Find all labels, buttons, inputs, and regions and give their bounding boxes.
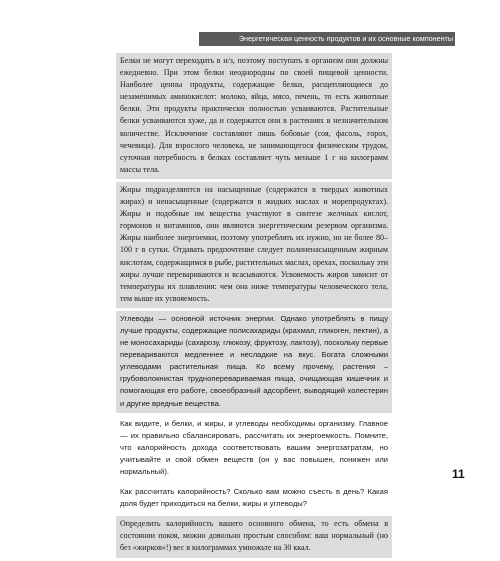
paragraph-calorie-method [116,516,392,557]
paragraph-text: Белки не могут переходить в н/з, поэтому поступать в организм они должны ежедневно. При этом белки неоднородны по своей пищевой ценности. Наиболее ценны продукты, содержащие белки, расщепляющиеся до незаменимых аминокислот: молоко, яйца, мясо, печень, то есть животные белки. Эти продукты практически полностью усваиваются. Растительные белки усваиваются хуже, да и содержатся они в растениях в незначительном количестве. Исключение составляют лишь бобовые (соя, фасоль, горох, чечевица). Для взрослого человека, не занимающегося физическим трудом, суточная потребность в белках составляет чуть меньше 1 г на килограмм массы тела. [120,56,388,174]
paragraph-text: Определить калорийность вашего основного обмена, то есть обмена в состоянии покоя, можно довольно простым способом: ваш нормальный (но без «жирков»!) вес в килограммах умножьте на 30 ккал. [120,519,388,553]
paragraph-text: Как видите, и белки, и жиры, и углеводы необходимы организму. Главное — их правильно сбалансировать, рассчитать их энергоемкость. Помните, что калорийность дохода соответствовать вашим энергозатратам, но учитывайте и свой обмен веществ (он у вас повышен, понижен или нормальный). [120,418,388,476]
page-content [116,53,392,561]
paragraph-fats [116,182,392,308]
paragraph-text: Жиры подразделяются на насыщенные (содержатся в твердых животных жирах) и ненасыщенные (содержатся в жидких маслах и морепродуктах). Жиры и подобные им вещества участвуют в синтезе желчных кислот, гормонов и витаминов, они являются энергетическим резервом организма. Жиры наиболее энергоемки, поэтому употреблять их нужно, но не более 80–100 г в сутки. Отдавать предпочтение следует полиненасыщенным жирным кислотам, содержащимся в рыбе, растительных маслах, орехах, поскольку эти жиры лучше перевариваются и всасываются. Усвояемость жиров зависит от температуры их плавления: чем она ниже температуры человеческого тела, тем выше их усвояемость. [120,184,388,303]
paragraph-carbohydrates [116,311,392,413]
paragraph-proteins [116,53,392,179]
paragraph-text: Как рассчитать калорийность? Сколько вам можно съесть в день? Какая доля будет приходиться на белки, жиры и углеводы? [120,487,388,509]
running-header: Энергетическая ценность продуктов и их основные компоненты [199,32,455,46]
paragraph-questions [116,484,392,513]
page-number: 11 [452,467,465,481]
paragraph-balance [116,416,392,481]
paragraph-text: Углеводы — основной источник энергии. Однако употреблять в пищу лучше продукты, содержащие полисахариды (крахмал, гликоген, пектин), а не моносахариды (сахарозу, глюкозу, фруктозу, лактозу), поскольку первые перевариваются медленнее и несладкие на вкус. Богата сложными углеводами растительная пища. Ко всему прочему, растения – грубоволокнистая трудноперевариваемая пища, очищающая кишечник и помогающая его работе, своеобразный адсорбент, выводящий холестерин и другие вредные вещества. [120,313,388,408]
